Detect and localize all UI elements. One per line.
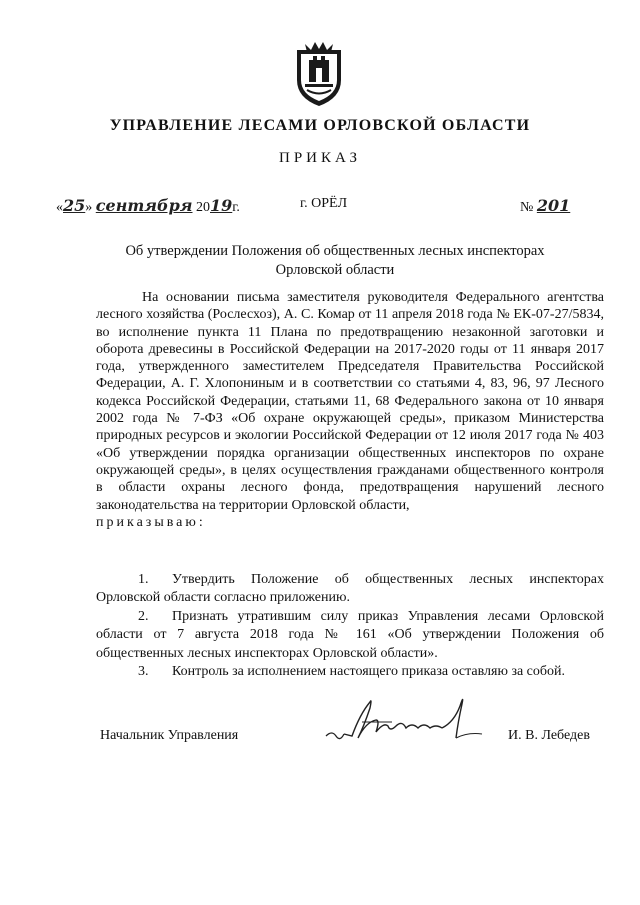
item-text: Утвердить Положение об общественных лесных инспекторах Орловской области согласно приложению. xyxy=(96,572,604,606)
organization-title: УПРАВЛЕНИЕ ЛЕСАМИ ОРЛОВСКОЙ ОБЛАСТИ xyxy=(109,117,531,134)
order-subject xyxy=(100,242,570,280)
item-text: Признать утратившим силу приказ Управления лесами Орловской области от 7 августа 2018 года № 161 «Об утверждении Положения об общественных лесных инспекторах Орловской области». xyxy=(96,608,604,661)
order-item xyxy=(96,571,604,608)
order-number-value: 201 xyxy=(536,196,571,215)
number-sign: № xyxy=(520,200,534,215)
item-number: 3. xyxy=(138,664,149,680)
order-item xyxy=(96,663,604,681)
order-word: приказываю: xyxy=(96,514,206,530)
date-year-prefix: 20 xyxy=(196,200,210,215)
date-month: сентября xyxy=(95,196,193,215)
signatory-position: Начальник Управления xyxy=(100,728,239,743)
item-number: 1. xyxy=(138,572,149,587)
item-number: 2. xyxy=(138,608,149,624)
preamble-block xyxy=(96,289,604,531)
date-day: 25 xyxy=(63,196,86,215)
preamble-text: На основании письма заместителя руководителя Федерального агентства лесного хозяйства (Рослесхоз), А. С. Комар от 11 апреля 2018 года № ЕК-07-27/5834, во исполнение пункта 11 Плана по предотвращению незаконной заготовки и оборота древесины в Российской Федерации на 2017-2020 годы от 11 января 2017 года, утвержденного заместителем Председателя Правительства Российской Федерации, А. Г. Хлопониным и в соответствии со статьями 4, 83, 96, 97 Лесного кодекса Российской Федерации, статьями 11, 68 Федерального закона от 10 января 2002 года № 7-ФЗ «Об охране окружающей среды», приказом Министерства природных ресурсов и экологии Российской Федерации от 12 июля 2017 года № 403 «Об утверждении порядка организации общественных инспекторов по охране окружающей среды», в целях осуществления гражданами общественного контроля в области охраны лесного фонда, предотвращения нарушений лесного законодательства на территории Орловской области, xyxy=(96,290,604,513)
order-date xyxy=(56,196,240,216)
order-items xyxy=(96,571,604,681)
city-name: г. ОРЁЛ xyxy=(300,196,348,211)
subject-line: Об утверждении Положения об общественных лесных инспекторах xyxy=(125,243,545,259)
subject-line: Орловской области xyxy=(275,262,395,278)
date-number-row xyxy=(56,196,596,224)
date-year-unit: г. xyxy=(232,200,240,215)
order-item xyxy=(96,608,604,663)
document-type: ПРИКАЗ xyxy=(279,150,361,166)
date-year-suffix: 19 xyxy=(210,196,233,215)
signatory-name: И. В. Лебедев xyxy=(508,728,590,743)
item-text: Контроль за исполнением настоящего приказа оставляю за собой. xyxy=(172,664,566,680)
date-open-quote: « xyxy=(56,200,63,215)
handwritten-signature xyxy=(322,692,488,748)
order-number xyxy=(520,196,570,216)
coat-of-arms-emblem xyxy=(291,40,347,108)
date-close-quote: » xyxy=(85,200,93,215)
